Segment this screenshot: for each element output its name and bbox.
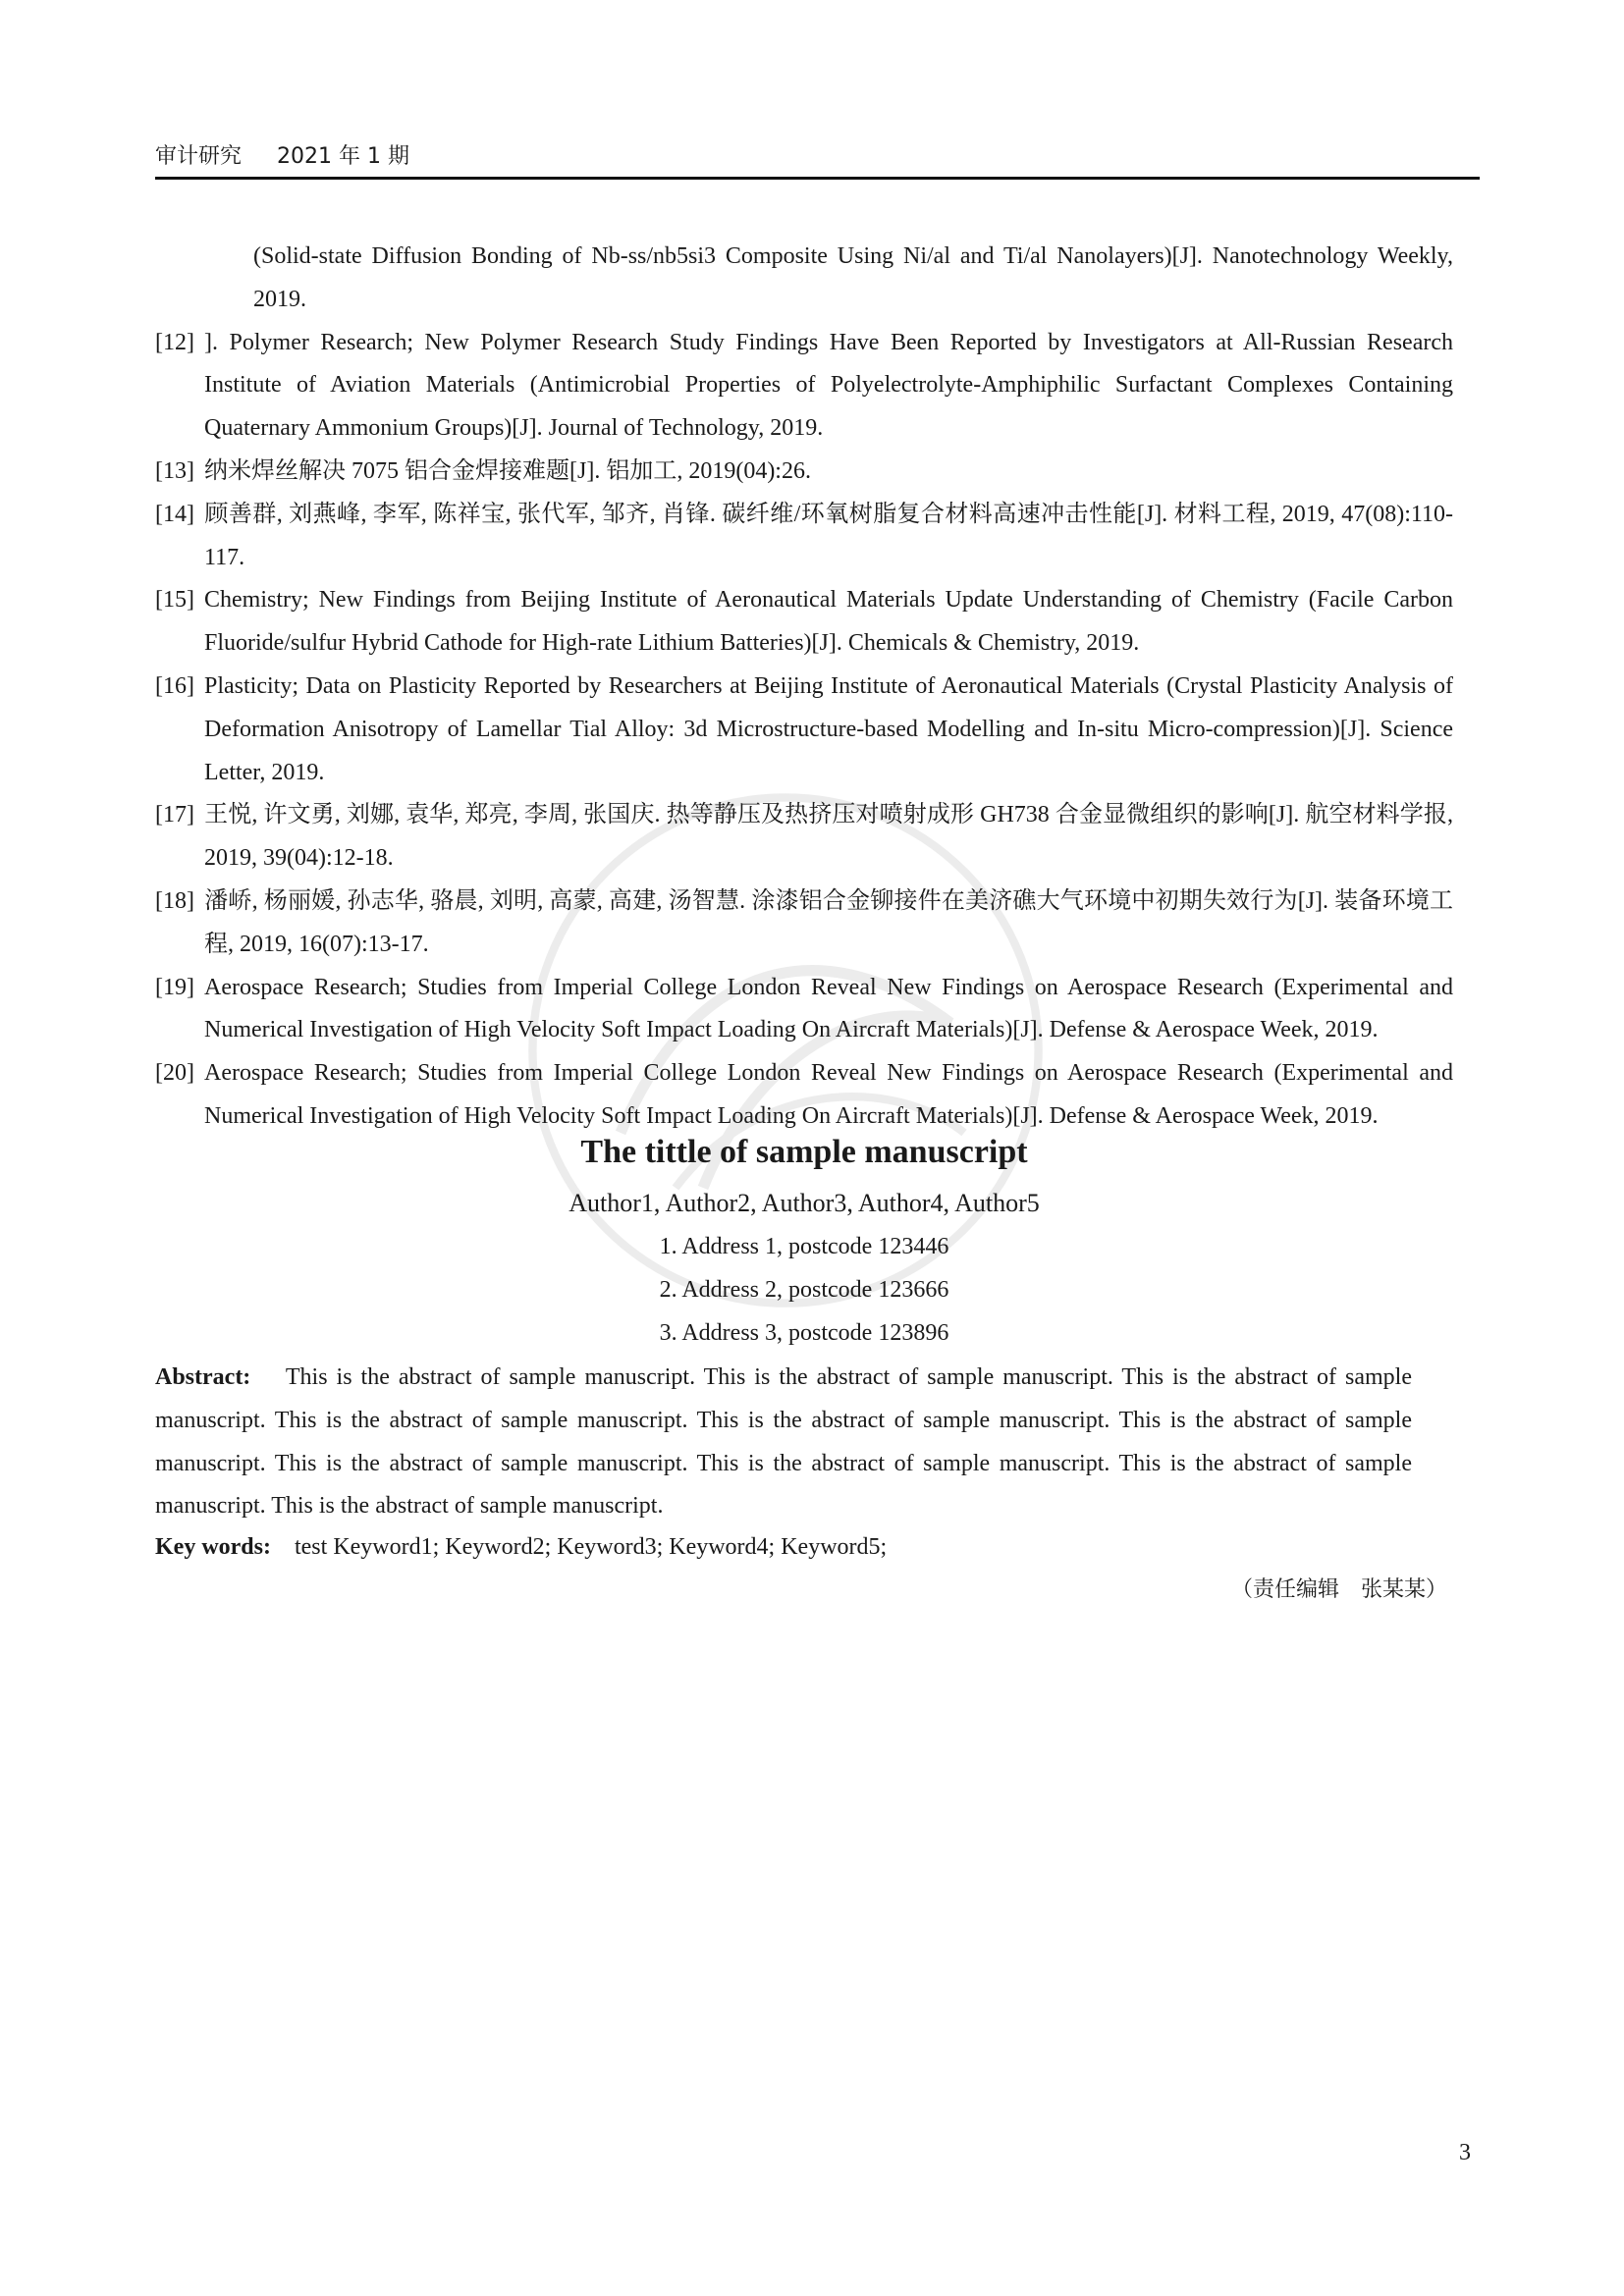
reference-text: Chemistry; New Findings from Beijing Institute of Aeronautical Materials Update Understanding of Chemistry (Facile Carbon Fluoride/sulfur Hybrid Cathode for High-rate Lithium Batteries)[J]. Chemicals & Chemistry, 2019. [204, 587, 1453, 657]
reference-text: 顾善群, 刘燕峰, 李军, 陈祥宝, 张代军, 邹齐, 肖锋. 碳纤维/环氧树脂复合材料高速冲击性能[J]. 材料工程, 2019, 47(08):110-117. [204, 501, 1453, 570]
page-header [155, 135, 1480, 180]
reference-text: 纳米焊丝解决 7075 铝合金焊接难题[J]. 铝加工, 2019(04):26. [204, 457, 811, 484]
manuscript-authors: Author1, Author2, Author3, Author4, Author5 [568, 1189, 1040, 1217]
reference-item [155, 579, 1453, 666]
reference-item [155, 1052, 1453, 1139]
abstract-label: Abstract: [155, 1364, 251, 1390]
reference-number: [16] [155, 672, 194, 699]
reference-text: (Solid-state Diffusion Bonding of Nb-ss/nb5si3 Composite Using Ni/al and Ti/al Nanolayers)[J]. Nanotechnology Weekly, 2019. [253, 243, 1453, 312]
reference-item [155, 967, 1453, 1053]
reference-item [155, 451, 1453, 494]
page-number: 3 [1459, 2140, 1471, 2165]
keywords-block [155, 1527, 1412, 1567]
reference-text: ]. Polymer Research; New Polymer Research Study Findings Have Been Reported by Investigators at All-Russian Research Institute of Aviation Materials (Antimicrobial Properties of Polyelectrolyte-Amphiphilic Surfactant Complexes Containing Quaternary Ammonium Groups)[J]. Journal of Technology, 2019. [204, 329, 1453, 442]
author-address: 3. Address 3, postcode 123896 [659, 1320, 949, 1346]
author-address: 1. Address 1, postcode 123446 [659, 1234, 949, 1259]
reference-list [155, 236, 1453, 1139]
abstract-text: This is the abstract of sample manuscript. This is the abstract of sample manuscript. This is the abstract of sample manuscript. This is the abstract of sample manuscript. This is the abstract of sample manuscript. This is the abstract of sample manuscript. This is the abstract of sample manuscript. This is the abstract of sample manuscript. This is the abstract of sample manuscript. This is the abstract of sample manuscript. [155, 1364, 1412, 1520]
reference-item [155, 794, 1453, 881]
reference-item [155, 666, 1453, 794]
reference-number: [15] [155, 587, 194, 614]
journal-name: 审计研究 [155, 144, 243, 169]
journal-issue: 2021 年 1 期 [277, 144, 409, 169]
keywords-text: test Keyword1; Keyword2; Keyword3; Keyword4; Keyword5; [294, 1534, 888, 1560]
responsible-editor: （责任编辑 张某某） [1230, 1577, 1447, 1602]
reference-number: [13] [155, 457, 194, 484]
reference-item [155, 494, 1453, 580]
reference-number: [19] [155, 974, 194, 1000]
reference-number: [12] [155, 329, 194, 355]
abstract-block [155, 1357, 1412, 1528]
reference-text: Aerospace Research; Studies from Imperial College London Reveal New Findings on Aerospace Research (Experimental and Numerical Investigation of High Velocity Soft Impact Loading On Aircraft Materials)[J]. Defense & Aerospace Week, 2019. [204, 1060, 1453, 1129]
reference-text: Plasticity; Data on Plasticity Reported by Researchers at Beijing Institute of Aeronautical Materials (Crystal Plasticity Analysis of Deformation Anisotropy of Lamellar Tial Alloy: 3d Microstructure-based Modelling and In-situ Micro-compression)[J]. Science Letter, 2019. [204, 672, 1453, 785]
reference-number: [20] [155, 1060, 194, 1087]
reference-number: [17] [155, 802, 194, 828]
reference-text: Aerospace Research; Studies from Imperial College London Reveal New Findings on Aerospace Research (Experimental and Numerical Investigation of High Velocity Soft Impact Loading On Aircraft Materials)[J]. Defense & Aerospace Week, 2019. [204, 974, 1453, 1043]
reference-item [155, 322, 1453, 451]
reference-text: 王悦, 许文勇, 刘娜, 袁华, 郑亮, 李周, 张国庆. 热等静压及热挤压对喷射成形 GH738 合金显微组织的影响[J]. 航空材料学报, 2019, 39(04):12-18. [204, 802, 1453, 872]
reference-number: [18] [155, 887, 194, 914]
reference-text: 潘峤, 杨丽媛, 孙志华, 骆晨, 刘明, 高蒙, 高建, 汤智慧. 涂漆铝合金铆接件在美济礁大气环境中初期失效行为[J]. 装备环境工程, 2019, 16(07):13-17. [204, 887, 1453, 957]
reference-item [155, 881, 1453, 967]
reference-number: [14] [155, 501, 194, 527]
reference-item [155, 236, 1453, 322]
manuscript-title: The tittle of sample manuscript [580, 1134, 1028, 1170]
keywords-label: Key words: [155, 1534, 271, 1560]
author-address: 2. Address 2, postcode 123666 [659, 1277, 949, 1303]
